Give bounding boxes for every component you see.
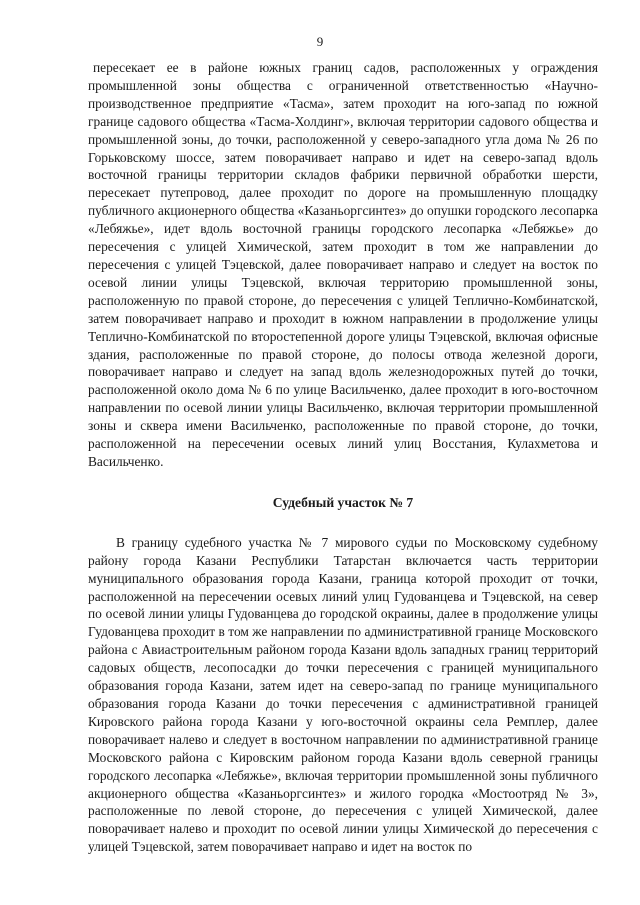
- document-body: [88, 59, 598, 856]
- paragraph-section-7: В границу судебного участка № 7 мирового судьи по Московскому судебному району города Казани Республики Татарстан включается часть территории муниципального образования города Казани, граница которой проходит от точки, расположенной на пересечении осевых линий улиц Гудованцева и Тэцевской, на север по осевой линии улицы Гудованцева до городской окраины, далее в продолжение улицы Гудованцева проходит в том же направлении по административной границе Московского района с Авиастроительным районом города Казани вдоль западных границ территорий садовых обществ, лесопосадки до точки пересечения с границей муниципального образования города Казани, затем идет на северо-запад по границе муниципального образования города Казани до точки пересечения с административной границей Кировского района города Казани у юго-восточной окраины села Ремплер, далее поворачивает налево и следует в восточном направлении по административной границе Московского района с Кировским районом города Казани вдоль северной границы городского лесопарка «Лебяжье», включая территории промышленной зоны публичного акционерного общества «Казаньоргсинтез» и жилого городка «Мостоотряд № 3», расположенные по левой стороне, до пересечения с улицей Химической, далее поворачивает налево и проходит по осевой линии улицы Химической до пересечения с улицей Тэцевской, затем поворачивает направо и идет на восток по: [88, 534, 598, 855]
- paragraph-continuation: пересекает ее в районе южных границ садов, расположенных у ограждения промышленной зоны общества с ограниченной ответственностью «Научно-производственное предприятие «Тасма», затем проходит на юго-запад по южной границе садового общества «Тасма-Холдинг», включая территории садового общества и промышленной зоны, до точки, расположенной у северо-западного угла дома № 26 по Горьковскому шоссе, затем поворачивает направо и идет на северо-запад вдоль восточной границы территории складов фабрики первичной обработки шерсти, пересекает путепровод, далее проходит по дороге на промышленную площадку публичного акционерного общества «Казаньоргсинтез» до опушки городского лесопарка «Лебяжье», идет вдоль восточной границы городского лесопарка «Лебяжье» до пересечения с улицей Химической, затем проходит в том же направлении до пересечения с улицей Тэцевской, далее поворачивает направо и следует на восток по осевой линии улицы Тэцевской, включая территорию промышленной зоны, расположенную по правой стороне, до пересечения с улицей Теплично-Комбинатской, затем поворачивает направо и проходит в южном направлении в продолжение улицы Теплично-Комбинатской по второстепенной дороге улицы Тэцевской, включая офисные здания, расположенные по правой стороне, до полосы отвода железной дороги, поворачивает направо и следует на запад вдоль железнодорожных путей до точки, расположенной около дома № 6 по улице Васильченко, далее проходит в юго-восточном направлении по осевой линии улицы Васильченко, включая территории промышленной зоны и сквера имени Васильченко, расположенные по правой стороне, до точки, расположенной на пересечении осевых линий улиц Восстания, Кулахметова и Васильченко.: [88, 60, 598, 469]
- section-heading: Судебный участок № 7: [272, 494, 414, 510]
- page-number: 9: [316, 34, 324, 49]
